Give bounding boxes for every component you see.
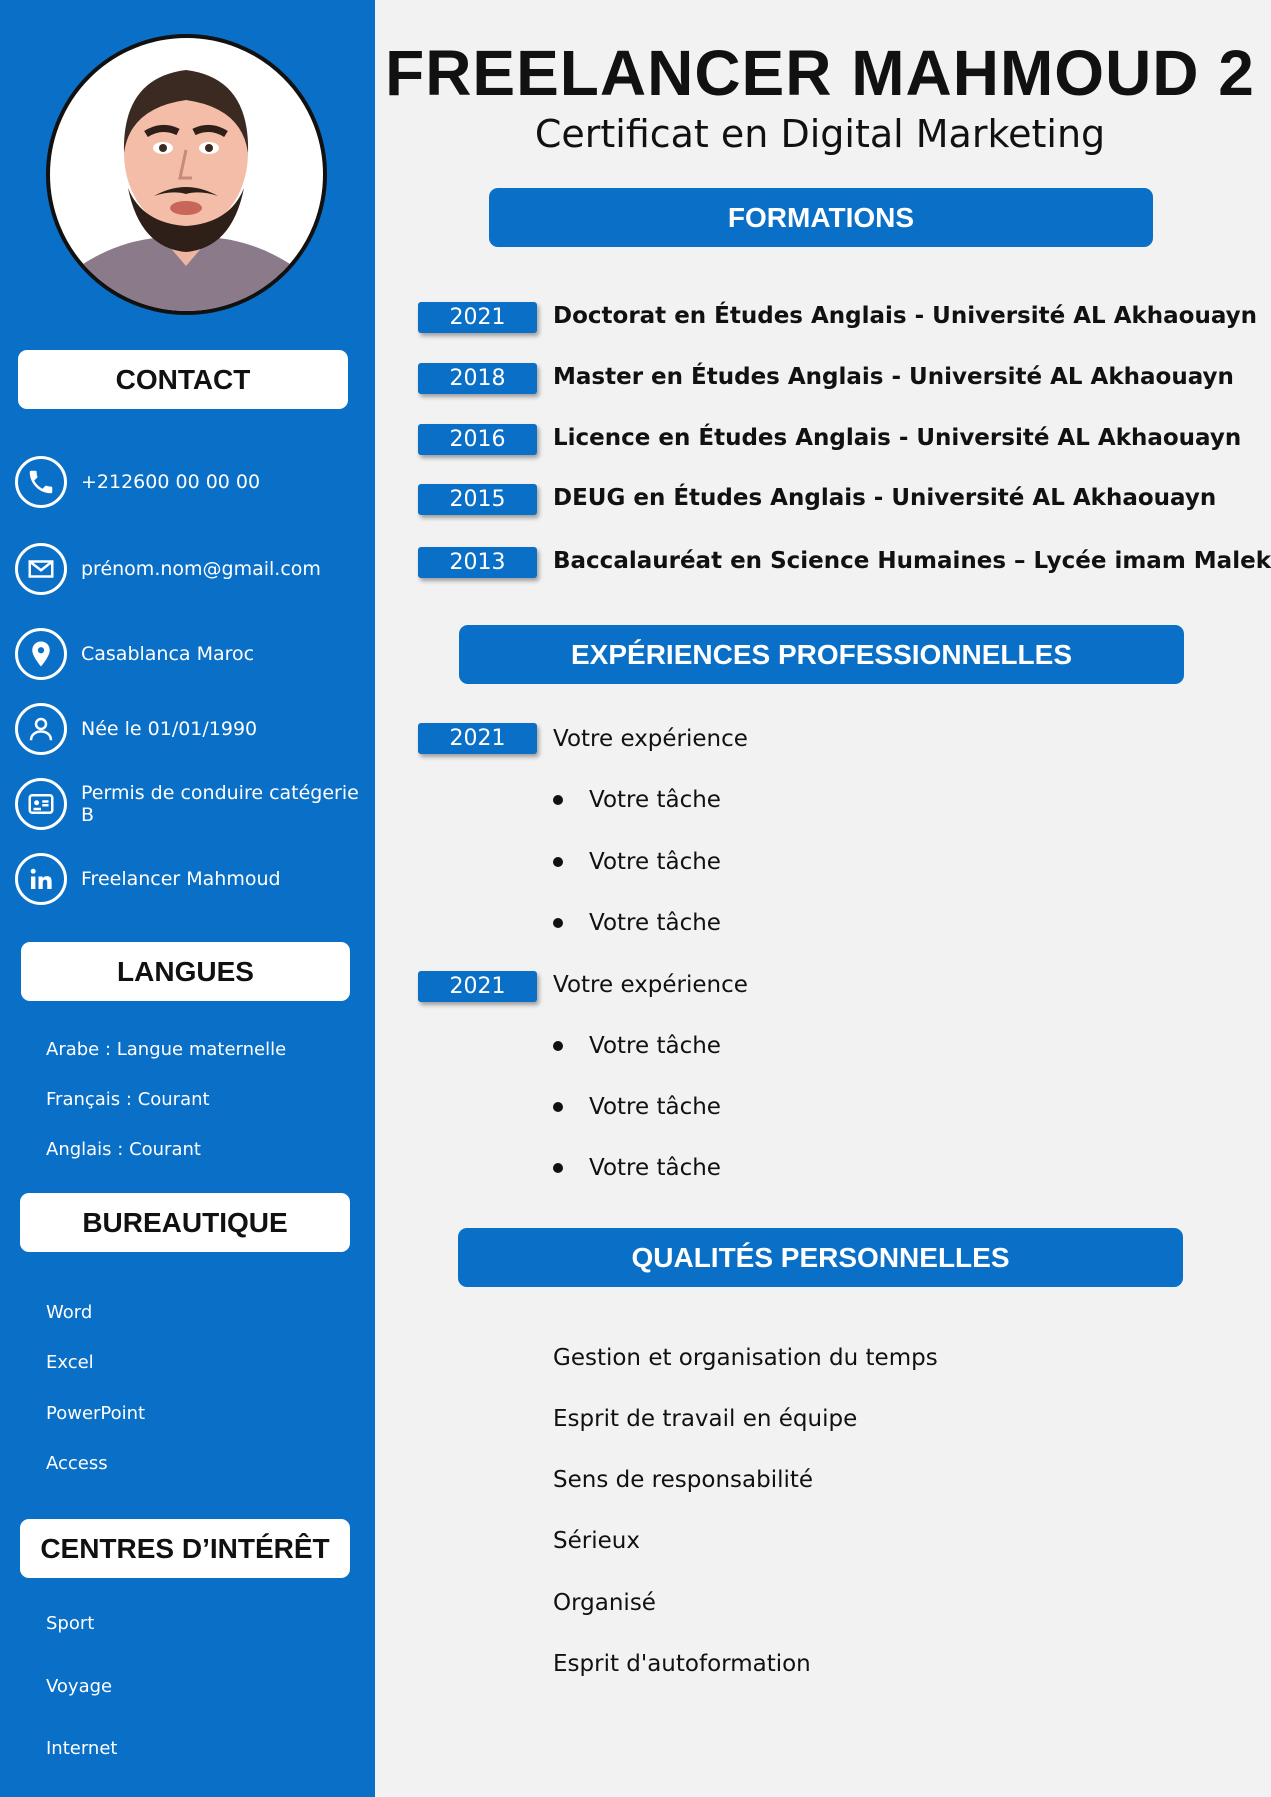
page-title: FREELANCER MAHMOUD 2	[385, 37, 1255, 109]
experience-year: 2021	[418, 971, 537, 1002]
avatar-illustration	[50, 38, 323, 311]
id-card-icon	[15, 778, 67, 830]
office-item: Excel	[46, 1352, 94, 1373]
phone-icon	[15, 456, 67, 508]
contact-text: +212600 00 00 00	[81, 471, 261, 493]
experience-text: Votre expérience	[553, 972, 748, 998]
languages-heading: LANGUES	[21, 942, 350, 1001]
bullet	[553, 1041, 563, 1051]
experience-task	[553, 1094, 721, 1120]
language-item: Anglais : Courant	[46, 1139, 201, 1160]
page-subtitle: Certificat en Digital Marketing	[534, 112, 1106, 156]
bullet	[553, 857, 563, 867]
experience-year: 2021	[418, 723, 537, 754]
linkedin-icon	[15, 853, 67, 905]
envelope-icon	[15, 543, 67, 595]
interest-item: Voyage	[46, 1676, 113, 1697]
contact-location	[15, 628, 254, 680]
experience-task	[553, 1155, 721, 1181]
contact-text: Née le 01/01/1990	[81, 718, 258, 740]
person-icon	[15, 703, 67, 755]
task-text: Votre tâche	[589, 910, 721, 936]
contact-phone	[15, 456, 260, 508]
contact-text: Freelancer Mahmoud	[81, 868, 281, 890]
contact-text: Casablanca Maroc	[81, 643, 255, 665]
contact-license	[15, 778, 375, 830]
interests-heading: CENTRES D’INTÉRÊT	[20, 1519, 350, 1578]
language-item: Arabe : Langue maternelle	[46, 1039, 287, 1060]
formation-text: Licence en Études Anglais - Université AL Akhaouayn	[553, 425, 1242, 451]
office-item: PowerPoint	[46, 1403, 146, 1424]
formation-text: Doctorat en Études Anglais - Université AL Akhaouayn	[553, 303, 1258, 329]
avatar	[46, 34, 327, 315]
task-text: Votre tâche	[589, 849, 721, 875]
formation-text: Baccalauréat en Science Humaines – Lycée imam Malek	[553, 548, 1271, 574]
office-item: Access	[46, 1453, 108, 1474]
quality-item: Esprit de travail en équipe	[553, 1406, 858, 1432]
task-text: Votre tâche	[589, 1155, 721, 1181]
experience-task	[553, 849, 721, 875]
formation-year: 2016	[418, 424, 537, 455]
experiences-heading: EXPÉRIENCES PROFESSIONNELLES	[459, 625, 1184, 684]
formation-text: DEUG en Études Anglais - Université AL Akhaouayn	[553, 485, 1217, 511]
formation-year: 2015	[418, 484, 537, 515]
experience-task	[553, 910, 721, 936]
quality-item: Sens de responsabilité	[553, 1467, 814, 1493]
experience-task	[553, 787, 721, 813]
contact-birthdate	[15, 703, 257, 755]
experience-text: Votre expérience	[553, 726, 748, 752]
location-pin-icon	[15, 628, 67, 680]
office-item: Word	[46, 1302, 93, 1323]
formation-year: 2018	[418, 363, 537, 394]
formation-text: Master en Études Anglais - Université AL Akhaouayn	[553, 364, 1234, 390]
quality-item: Gestion et organisation du temps	[553, 1345, 938, 1371]
contact-email	[15, 543, 321, 595]
interest-item: Sport	[46, 1613, 95, 1634]
bullet	[553, 1102, 563, 1112]
contact-text: prénom.nom@gmail.com	[81, 558, 321, 580]
task-text: Votre tâche	[589, 1033, 721, 1059]
quality-item: Esprit d'autoformation	[553, 1651, 811, 1677]
quality-item: Sérieux	[553, 1528, 640, 1554]
task-text: Votre tâche	[589, 1094, 721, 1120]
formations-heading: FORMATIONS	[489, 188, 1153, 247]
bullet	[553, 1163, 563, 1173]
contact-text: Permis de conduire catégerie B	[81, 782, 359, 826]
qualities-heading: QUALITÉS PERSONNELLES	[458, 1228, 1183, 1287]
quality-item: Organisé	[553, 1590, 656, 1616]
office-heading: BUREAUTIQUE	[20, 1193, 350, 1252]
bullet	[553, 795, 563, 805]
interest-item: Internet	[46, 1738, 118, 1759]
formation-year: 2021	[418, 302, 537, 333]
contact-linkedin	[15, 853, 281, 905]
task-text: Votre tâche	[589, 787, 721, 813]
formation-year: 2013	[418, 547, 537, 578]
language-item: Français : Courant	[46, 1089, 210, 1110]
bullet	[553, 918, 563, 928]
contact-heading: CONTACT	[18, 350, 348, 409]
sidebar	[0, 0, 375, 1797]
experience-task	[553, 1033, 721, 1059]
